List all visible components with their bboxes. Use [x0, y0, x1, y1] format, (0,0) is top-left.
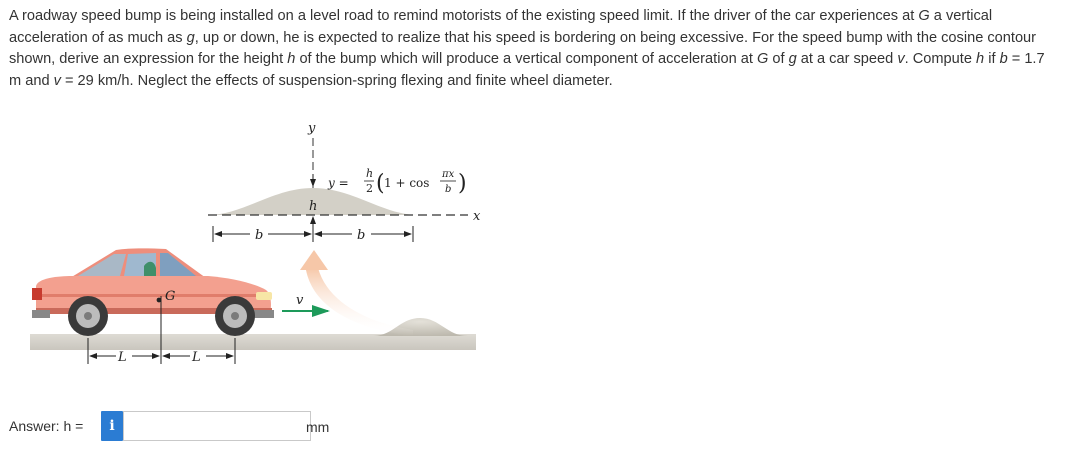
equation-one-plus-cos: 1 + cos: [384, 176, 430, 190]
answer-input[interactable]: [123, 411, 311, 441]
acceleration-arrow-head: [300, 250, 328, 270]
equation-h: h: [366, 167, 374, 180]
road: [30, 334, 476, 350]
b-left-label: b: [255, 228, 264, 243]
equation-paren-close: ): [458, 171, 467, 196]
b-right-label: b: [357, 228, 366, 243]
car-rear-window: [78, 254, 126, 276]
car-front-window: [160, 253, 196, 276]
h-label: h: [309, 199, 318, 214]
equation-2: 2: [366, 182, 373, 195]
y-axis-label: y: [308, 121, 316, 136]
answer-row: [9, 410, 409, 444]
problem-statement: A roadway speed bump is being installed on a level road to remind motorists of the existing speed limit. If the driver of the car experiences at G a vertical acceleration of as much as g, up or down, he is expected to realize that his speed is bordering on being excessive. For the speed bump with the cosine contour shown, derive an expression for the height h of the bump which will produce a vertical component of acceleration at G of g at a car speed v. Compute h if b = 1.7 m and v = 29 km/h. Neglect the effects of suspension-spring flexing and finite wheel diameter.: [9, 8, 1045, 89]
equation-pix: πx: [442, 169, 455, 180]
answer-label: Answer: h =: [9, 418, 84, 434]
unit-label: mm: [306, 419, 330, 435]
x-axis-label: x: [473, 209, 481, 224]
l-left-label: L: [118, 350, 127, 365]
speed-bump-figure: [28, 118, 488, 378]
acceleration-arc: [306, 268, 413, 336]
equation-b: b: [445, 184, 452, 195]
equation-y: y =: [328, 176, 349, 190]
equation-paren-open: (: [376, 171, 385, 196]
info-button[interactable]: i: [101, 411, 123, 441]
car: [32, 248, 274, 336]
velocity-label: v: [296, 293, 304, 308]
g-label: G: [165, 289, 176, 304]
l-right-label: L: [192, 350, 201, 365]
